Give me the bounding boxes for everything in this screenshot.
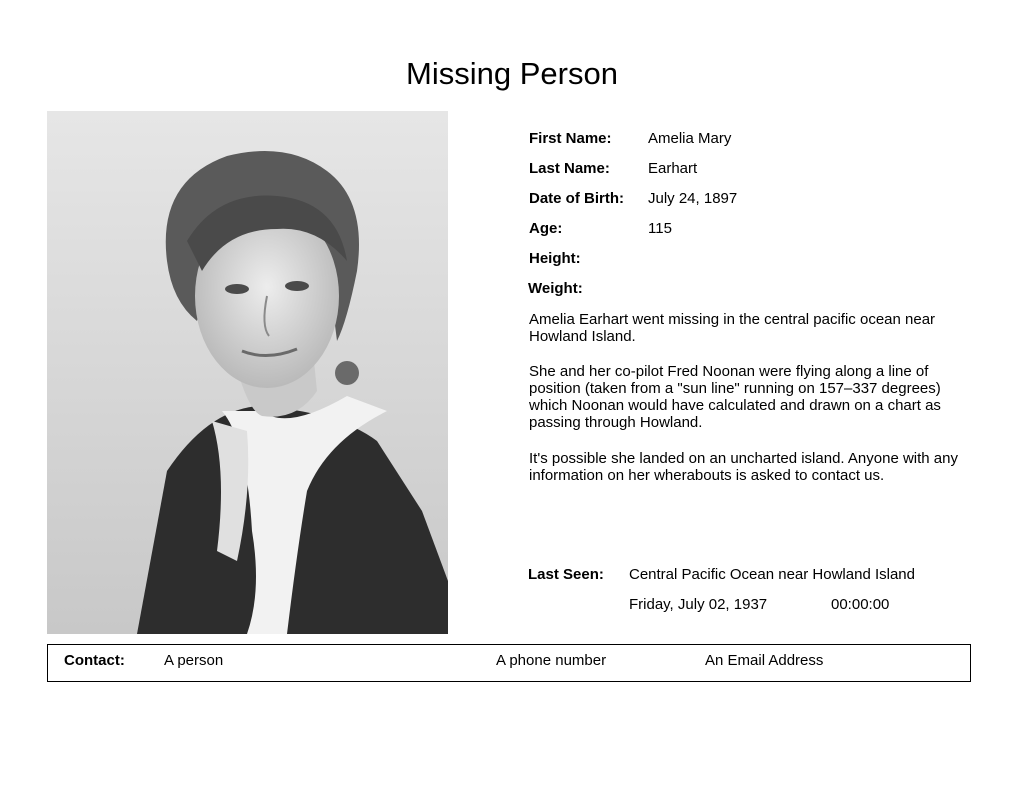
last-seen-date: Friday, July 02, 1937 <box>629 596 768 613</box>
contact-email: An Email Address <box>705 652 824 669</box>
contact-box <box>47 644 971 682</box>
last-name-label: Last Name: <box>529 160 610 177</box>
description-paragraph-1: Amelia Earhart went missing in the central pacific ocean near Howland Island. <box>529 311 936 345</box>
age-label: Age: <box>529 220 563 237</box>
description-paragraph-2: She and her co-pilot Fred Noonan were flying along a line of position (taken from a "sun line" running on 157–337 degrees) which Noonan would have calculated and drawn on a chart as passing through Howland. <box>529 363 941 431</box>
last-seen-time: 00:00:00 <box>831 596 890 613</box>
contact-label: Contact: <box>64 652 125 669</box>
dob-label: Date of Birth: <box>529 190 624 207</box>
last-seen-location: Central Pacific Ocean near Howland Island <box>629 566 915 583</box>
last-seen-label: Last Seen: <box>528 566 604 583</box>
last-name-value: Earhart <box>648 160 698 177</box>
first-name-value: Amelia Mary <box>648 130 732 147</box>
page-title: Missing Person <box>406 56 618 91</box>
height-label: Height: <box>529 250 581 267</box>
description-paragraph-3: It's possible she landed on an uncharted island. Anyone with any information on her wherabouts is asked to contact us. <box>529 450 958 484</box>
missing-person-photo <box>47 111 448 634</box>
contact-phone: A phone number <box>496 652 607 669</box>
contact-person: A person <box>164 652 224 669</box>
first-name-label: First Name: <box>529 130 612 147</box>
weight-label: Weight: <box>528 280 583 297</box>
age-value: 115 <box>648 220 672 237</box>
dob-value: July 24, 1897 <box>648 190 738 207</box>
